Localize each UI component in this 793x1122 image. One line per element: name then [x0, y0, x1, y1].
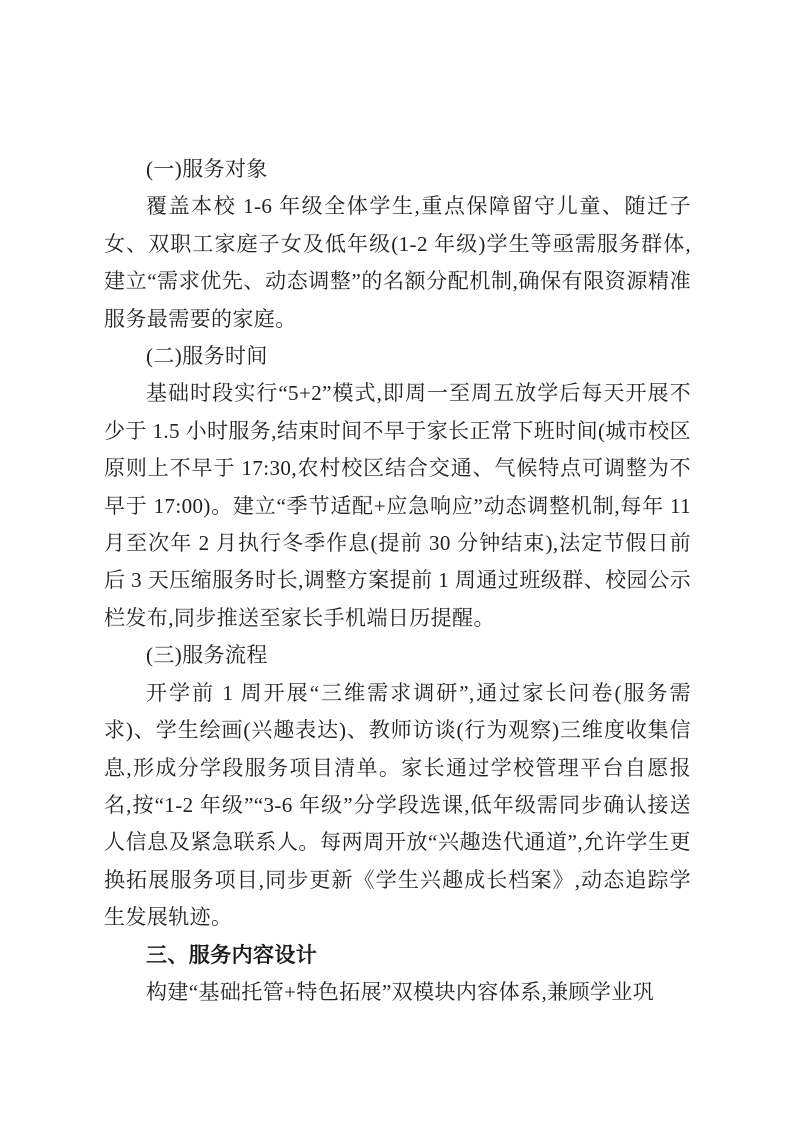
paragraph: 开学前 1 周开展“三维需求调研”,通过家长问卷(服务需求)、学生绘画(兴趣表达)、教师访谈(行为观察)三维度收集信息,形成分学段服务项目清单。家长通过学校管理平台自愿报名,按“1-2 年级”“3-6 年级”分学段选课,低年级需同步确认接送人信息及紧急联系人。每两周开放“兴趣迭代通道”,允许学生更换拓展服务项目,同步更新《学生兴趣成长档案》,动态追踪学生发展轨迹。 — [104, 680, 691, 930]
section-subheading: (一)服务对象 — [146, 157, 268, 181]
section-subheading: (二)服务时间 — [146, 344, 268, 369]
paragraph: 构建“基础托管+特色拓展”双模块内容体系,兼顾学业巩 — [146, 979, 655, 1004]
section-subheading: (三)服务流程 — [146, 643, 268, 668]
section-heading: 三、服务内容设计 — [146, 943, 318, 967]
paragraph: 覆盖本校 1-6 年级全体学生,重点保障留守儿童、随迁子女、双职工家庭子女及低年级(1-2 年级)学生等亟需服务群体,建立“需求优先、动态调整”的名额分配机制,确保有限资源精准服务最需要的家庭。 — [104, 194, 691, 331]
document-body — [104, 151, 691, 1011]
paragraph: 基础时段实行“5+2”模式,即周一至周五放学后每天开展不少于 1.5 小时服务,结束时间不早于家长正常下班时间(城市校区原则上不早于 17:30,农村校区结合交通、气候特点可调整为不早于 17:00)。建立“季节适配+应急响应”动态调整机制,每年 11 月至次年 2 月执行冬季作息(提前 30 分钟结束),法定节假日前后 3 天压缩服务时长,调整方案提前 1 周通过班级群、校园公示栏发布,同步推送至家长手机端日历提醒。 — [104, 381, 691, 630]
